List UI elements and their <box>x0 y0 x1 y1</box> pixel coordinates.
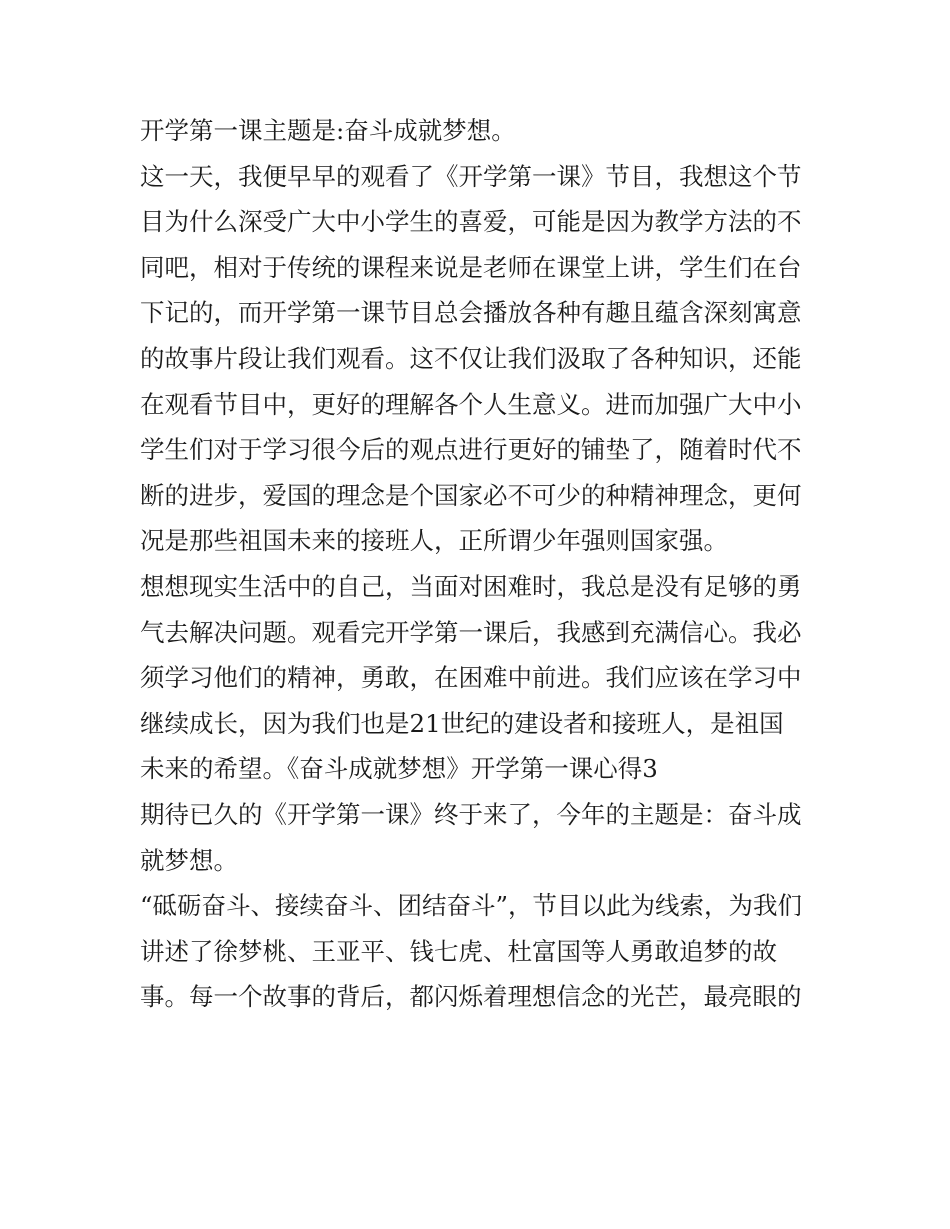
text-line: 学生们对于学习很今后的观点进行更好的铺垫了，随着时代不 <box>140 435 802 465</box>
text-line: 未来的希望。《奋斗成就梦想》开学第一课心得3 <box>140 754 658 784</box>
document-body-text <box>140 108 820 1020</box>
text-line: 气去解决问题。观看完开学第一课后，我感到充满信心。我必 <box>140 617 802 647</box>
text-line: 就梦想。 <box>140 845 238 875</box>
text-line: 须学习他们的精神，勇敢，在困难中前进。我们应该在学习中 <box>140 663 802 693</box>
text-line: “砥砺奋斗、接续奋斗、团结奋斗”，节目以此为线索，为我们 <box>140 891 803 921</box>
text-line: 同吧，相对于传统的课程来说是老师在课堂上讲，学生们在台 <box>140 252 802 282</box>
text-line: 断的进步，爱国的理念是个国家必不可少的种精神理念，更何 <box>140 480 802 510</box>
text-line: 开学第一课主题是:奋斗成就梦想。 <box>140 116 516 145</box>
text-line: 期待已久的《开学第一课》终于来了，今年的主题是：奋斗成 <box>140 799 802 829</box>
text-line: 目为什么深受广大中小学生的喜爱，可能是因为教学方法的不 <box>140 207 802 237</box>
text-line: 的故事片段让我们观看。这不仅让我们汲取了各种知识，还能 <box>140 343 802 373</box>
text-line: 讲述了徐梦桃、王亚平、钱七虎、杜富国等人勇敢追梦的故 <box>140 936 777 966</box>
text-line: 下记的，而开学第一课节目总会播放各种有趣且蕴含深刻寓意 <box>140 298 802 328</box>
text-line: 想想现实生活中的自己，当面对困难时，我总是没有足够的勇 <box>140 571 802 601</box>
text-line: 况是那些祖国未来的接班人，正所谓少年强则国家强。 <box>140 526 728 556</box>
text-line: 继续成长，因为我们也是21世纪的建设者和接班人，是祖国 <box>140 708 784 738</box>
text-line: 事。每一个故事的背后，都闪烁着理想信念的光芒，最亮眼的 <box>140 982 802 1012</box>
text-line: 这一天，我便早早的观看了《开学第一课》节目，我想这个节 <box>140 161 802 191</box>
text-line: 在观看节目中，更好的理解各个人生意义。进而加强广大中小 <box>140 389 802 419</box>
